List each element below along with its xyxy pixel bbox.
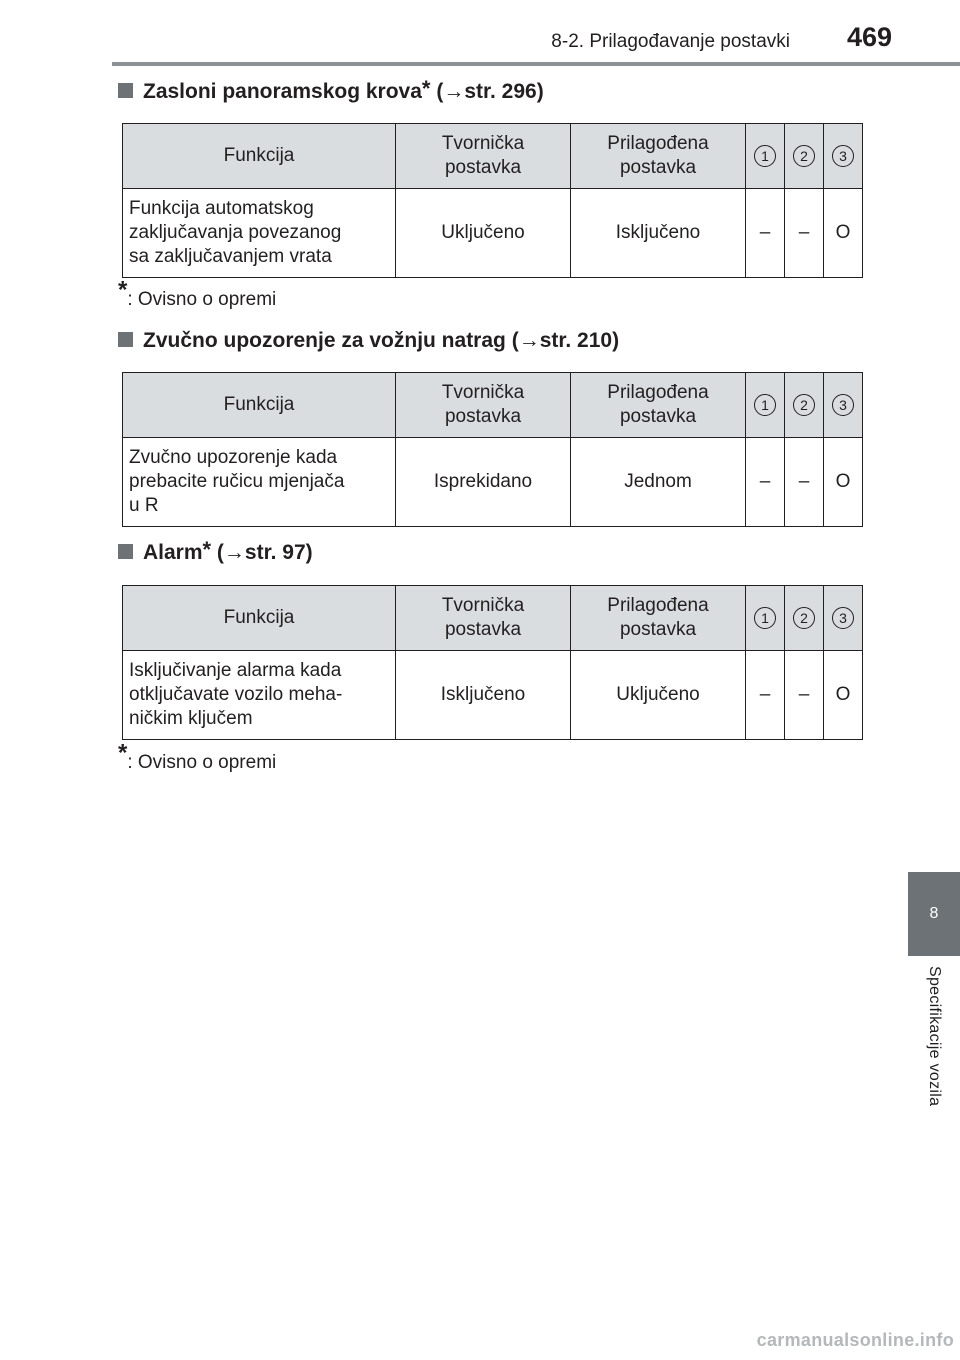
circled-number-3-icon: 3 (832, 145, 854, 167)
column-header-2 (785, 124, 824, 189)
factory-setting-cell: Isključeno (396, 651, 571, 740)
circled-number-1-icon: 1 (754, 394, 776, 416)
circled-number-2-icon: 2 (793, 394, 815, 416)
circled-number-1-icon: 1 (754, 607, 776, 629)
arrow-icon: → (443, 80, 465, 103)
table-row (123, 651, 863, 740)
header-rule (112, 62, 960, 66)
table-row (123, 189, 863, 278)
function-cell: Isključivanje alarma kada otključavate vozilo meha- ničkim ključem (123, 651, 396, 740)
column-header-1 (746, 124, 785, 189)
section-title-text: Zasloni panoramskog krova (143, 80, 422, 103)
method-1-cell: – (746, 189, 785, 278)
factory-setting-cell: Isprekidano (396, 438, 571, 527)
table-header-row (123, 373, 863, 438)
method-2-cell: – (785, 189, 824, 278)
circled-number-3-icon: 3 (832, 607, 854, 629)
method-1-cell: – (746, 438, 785, 527)
column-header-factory: Tvornička postavka (396, 586, 571, 651)
method-2-cell: – (785, 438, 824, 527)
settings-table-1 (122, 123, 863, 278)
page-header (0, 0, 960, 70)
page-reference[interactable]: str. 296) (464, 80, 544, 103)
column-header-custom: Prilagođena postavka (571, 124, 746, 189)
table-row (123, 438, 863, 527)
column-header-3 (824, 586, 863, 651)
section-heading-3: Alarm * ( → str. 97) (118, 541, 313, 565)
circled-number-2-icon: 2 (793, 145, 815, 167)
function-cell: Funkcija automatskog zaključavanja povezanog sa zaključavanjem vrata (123, 189, 396, 278)
column-header-2 (785, 586, 824, 651)
asterisk-mark: * (118, 739, 128, 767)
factory-setting-cell: Uključeno (396, 189, 571, 278)
chapter-label-text: Specifikacije vozila (926, 966, 943, 1107)
table-header-row (123, 586, 863, 651)
column-header-1 (746, 373, 785, 438)
section-heading-2: Zvučno upozorenje za vožnju natrag ( → str. 210) (118, 329, 619, 353)
circled-number-1-icon: 1 (754, 145, 776, 167)
watermark: carmanualsonline.info (756, 1330, 954, 1350)
custom-setting-cell: Uključeno (571, 651, 746, 740)
circled-number-2-icon: 2 (793, 607, 815, 629)
chapter-tab[interactable] (908, 872, 960, 956)
column-header-function: Funkcija (123, 373, 396, 438)
section-title-text: Zvučno upozorenje za vožnju natrag (143, 329, 506, 352)
column-header-2 (785, 373, 824, 438)
square-bullet-icon (118, 544, 133, 559)
column-header-1 (746, 586, 785, 651)
footnote-2: *: Ovisno o opremi (118, 739, 277, 773)
method-2-cell: – (785, 651, 824, 740)
section-heading-1: Zasloni panoramskog krova * ( → str. 296) (118, 80, 544, 104)
column-header-3 (824, 373, 863, 438)
arrow-icon: → (223, 541, 245, 564)
method-3-cell: O (824, 189, 863, 278)
settings-table-3 (122, 585, 863, 740)
column-header-function: Funkcija (123, 124, 396, 189)
arrow-icon: → (518, 329, 540, 352)
method-3-cell: O (824, 438, 863, 527)
column-header-custom: Prilagođena postavka (571, 373, 746, 438)
square-bullet-icon (118, 83, 133, 98)
column-header-custom: Prilagođena postavka (571, 586, 746, 651)
method-3-cell: O (824, 651, 863, 740)
chapter-number: 8 (929, 905, 939, 922)
method-1-cell: – (746, 651, 785, 740)
circled-number-3-icon: 3 (832, 394, 854, 416)
column-header-factory: Tvornička postavka (396, 124, 571, 189)
asterisk-mark: * (118, 276, 128, 304)
column-header-3 (824, 124, 863, 189)
page-number: 469 (846, 22, 892, 52)
section-title: 8-2. Prilagođavanje postavki (551, 31, 790, 52)
page-reference[interactable]: str. 97) (244, 541, 313, 564)
custom-setting-cell: Jednom (571, 438, 746, 527)
column-header-factory: Tvornička postavka (396, 373, 571, 438)
table-header-row (123, 124, 863, 189)
square-bullet-icon (118, 332, 133, 347)
function-cell: Zvučno upozorenje kada prebacite ručicu mjenjača u R (123, 438, 396, 527)
footnote-1: *: Ovisno o opremi (118, 276, 277, 310)
section-title-text: Alarm (143, 541, 203, 564)
chapter-label (908, 966, 960, 1146)
page-reference[interactable]: str. 210) (539, 329, 620, 352)
settings-table-2 (122, 372, 863, 527)
custom-setting-cell: Isključeno (571, 189, 746, 278)
column-header-function: Funkcija (123, 586, 396, 651)
